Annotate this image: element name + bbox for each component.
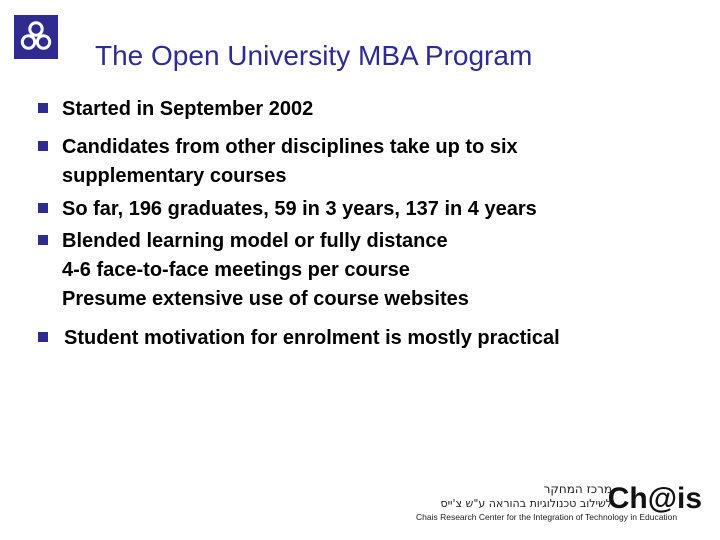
hebrew-center-subtitle: לשילוב טכנולוגיות בהוראה ע"ש צ'ייס bbox=[440, 497, 612, 510]
bullet-text: Blended learning model or fully distance bbox=[62, 230, 448, 252]
open-university-logo-icon bbox=[14, 15, 58, 59]
bullet-text: Presume extensive use of course websites bbox=[62, 288, 469, 310]
chais-brand-logo: Ch@is bbox=[607, 482, 702, 515]
bullet-text: 4-6 face-to-face meetings per course bbox=[62, 259, 410, 281]
center-name: Chais Research Center for the Integration of Technology in Education bbox=[416, 512, 678, 522]
page-title: The Open University MBA Program bbox=[95, 40, 533, 71]
square-bullet-icon bbox=[38, 332, 48, 342]
bullet-text: Student motivation for enrolment is mostly practical bbox=[64, 327, 560, 349]
square-bullet-icon bbox=[38, 235, 48, 245]
square-bullet-icon bbox=[38, 141, 48, 151]
bullet-text: supplementary courses bbox=[62, 165, 287, 187]
bullet-text: So far, 196 graduates, 59 in 3 years, 137 in 4 years bbox=[62, 198, 537, 220]
square-bullet-icon bbox=[38, 103, 48, 113]
bullet-text: Started in September 2002 bbox=[62, 98, 314, 120]
square-bullet-icon bbox=[38, 203, 48, 213]
chais-center-logo bbox=[412, 482, 702, 527]
hebrew-center-title: מרכז המחקר bbox=[543, 482, 612, 496]
bullet-text: Candidates from other disciplines take up to six bbox=[62, 136, 518, 158]
